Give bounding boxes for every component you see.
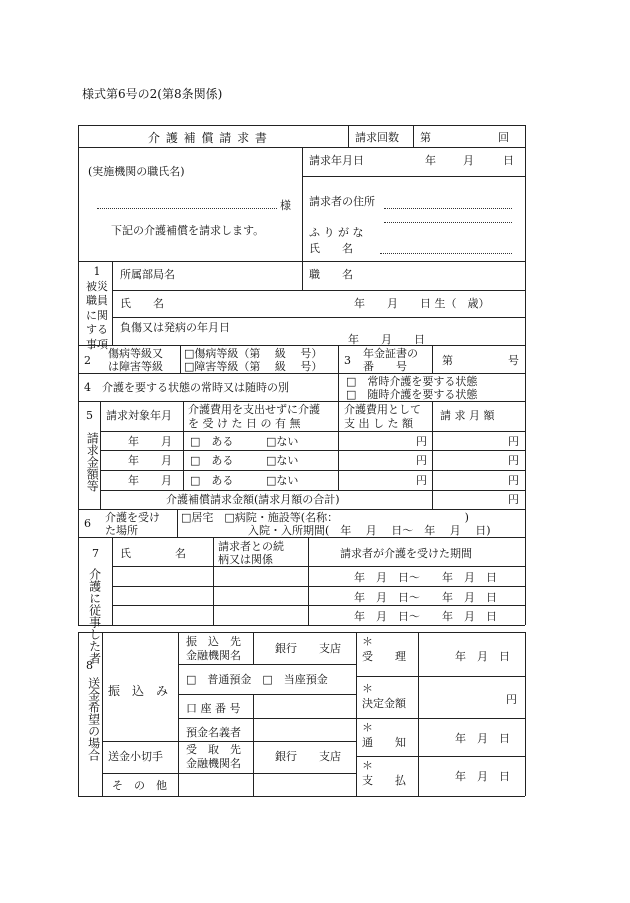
form-text-juri: 受 理 xyxy=(362,650,406,663)
form-rule-line xyxy=(418,632,419,796)
form-text-yokin-type: □ 普通預金 □ 当座預金 xyxy=(186,673,328,686)
form-rule-line xyxy=(112,261,113,345)
form-text-s6-opt-1: □居宅 □病院・施設等(名称： ) xyxy=(181,511,469,524)
form-text-date-short: 年 月 日 xyxy=(455,732,510,745)
form-rule-line xyxy=(308,537,309,625)
form-rule-line xyxy=(302,176,525,177)
form-text-s5-yen: 円 xyxy=(508,435,519,448)
section-4-label: 4 介護を要する状態の常時又は随時の別 xyxy=(84,381,289,394)
form-rule-line xyxy=(213,537,214,625)
form-text-s5-row-nai: □ない xyxy=(266,454,299,467)
form-text-s5-row-aru: □ ある xyxy=(190,435,234,448)
form-text-s5-col4: 請 求 月 額 xyxy=(440,409,495,422)
form-text-s5-row-date: 年 月 xyxy=(128,454,172,467)
form-text-nen: 年 xyxy=(425,154,436,167)
form-rule-line xyxy=(432,345,433,373)
form-rule-line xyxy=(112,566,525,567)
form-rule-line xyxy=(432,401,433,509)
form-text-s5-row-date: 年 月 xyxy=(128,435,172,448)
form-rule-line xyxy=(78,796,525,797)
form-text-s7-col1: 氏 名 xyxy=(120,547,186,560)
section-5-vertical: 請求金額等 xyxy=(85,432,100,492)
form-text-tsuki: 月 xyxy=(463,154,474,167)
form-text-uketori-2: 金融機関名 xyxy=(186,757,241,770)
form-text-s5-col3-1: 介護費用として xyxy=(344,403,421,416)
form-text-s5-yen: 円 xyxy=(508,474,519,487)
seikyu-kaisu-label: 請求回数 xyxy=(355,131,399,144)
form-rule-line xyxy=(525,125,526,625)
seikyusha-jusho-label: 請求者の住所 xyxy=(309,195,375,208)
form-rule-line xyxy=(100,450,525,451)
form-rule-line xyxy=(78,632,79,796)
form-text-s3-go: 号 xyxy=(508,354,519,367)
form-text-hi: 日 xyxy=(503,154,514,167)
form-text-s4-opt-2: □ 随時介護を要する状態 xyxy=(346,388,478,401)
form-text-uketori-1: 受 取 先 xyxy=(186,743,241,756)
form-rule-line xyxy=(78,125,525,126)
form-rule-line xyxy=(177,509,178,537)
form-text-s5-row-aru: □ ある xyxy=(190,474,234,487)
form-text-s2-num: 2 xyxy=(84,354,91,367)
form-text-sama: 様 xyxy=(280,199,291,212)
form-text-kai: 回 xyxy=(498,131,509,144)
form-text-s6-num: 6 xyxy=(84,517,91,530)
form-text-furikomi: 振 込 み xyxy=(108,684,169,698)
form-rule-line xyxy=(348,125,349,147)
form-text-s7-col2-1: 請求者との続 xyxy=(218,540,284,553)
form-text-tsuchi: 通 知 xyxy=(362,736,406,749)
form-text-s4-opt-1: □ 常時介護を要する状態 xyxy=(346,375,478,388)
form-rule-line xyxy=(338,401,339,490)
form-rule-line xyxy=(356,756,525,757)
form-text-s2-opt-1: □傷病等級（第 級 号） xyxy=(184,347,323,360)
form-text-s5-row-nai: □ない xyxy=(266,435,299,448)
form-rule-line xyxy=(178,694,356,695)
form-text-s5-yen: 円 xyxy=(508,454,519,467)
form-rule-line xyxy=(100,431,525,432)
form-rule-line xyxy=(100,490,525,491)
form-rule-line xyxy=(384,222,512,223)
birth-date: 年 月 日 生（ 歳） xyxy=(354,297,490,310)
form-text-date-short: 年 月 日 xyxy=(455,770,510,783)
form-rule-line xyxy=(112,317,525,318)
form-text-shi-mei: 氏 名 xyxy=(120,297,164,310)
form-text-s5-yen: 円 xyxy=(416,454,427,467)
form-rule-line xyxy=(112,290,525,291)
form-text-s2-opt-2: □障害等級（第 級 号） xyxy=(184,360,323,373)
form-text-s7-period: 年 月 日～ 年 月 日 xyxy=(354,591,497,604)
form-text-furikomi-saki-1: 振 込 先 xyxy=(186,635,241,648)
form-text-s7-col2-2: 柄又は関係 xyxy=(218,553,273,566)
form-text-s3-label-2: 番 号 xyxy=(363,360,407,373)
form-text-ginko-shiten: 銀行 支店 xyxy=(275,750,341,763)
form-text-s5-row-date: 年 月 xyxy=(128,474,172,487)
form-rule-line xyxy=(356,718,525,719)
form-text-furikomi-saki-2: 金融機関名 xyxy=(186,649,241,662)
form-rule-line xyxy=(100,401,101,509)
form-rule-line xyxy=(525,632,526,796)
form-rule-line xyxy=(78,632,525,633)
form-rule-line xyxy=(78,125,79,625)
form-text-shoku: 職 名 xyxy=(309,268,353,281)
form-text-shiharai: 支 払 xyxy=(362,774,406,787)
form-text-s3-label-1: 年金証書の xyxy=(363,347,418,360)
form-rule-line xyxy=(112,537,113,625)
form-rule-line xyxy=(78,373,525,374)
form-rule-line xyxy=(102,773,356,774)
form-title: 介 護 補 償 請 求 書 xyxy=(148,131,268,145)
form-rule-line xyxy=(102,741,356,742)
form-text-s5-yen: 円 xyxy=(416,435,427,448)
form-rule-line xyxy=(180,345,181,373)
form-text-furigana: ふ り が な xyxy=(309,226,364,239)
form-text-s5-yen: 円 xyxy=(508,493,519,506)
form-rule-line xyxy=(356,676,525,677)
form-text-s6-opt-2: 入院・入所期間( 年 月 日～ 年 月 日) xyxy=(248,524,491,537)
form-rule-line xyxy=(384,208,512,209)
form-text-s3-dai: 第 xyxy=(442,354,453,367)
form-rule-line xyxy=(78,537,525,538)
form-text-s7-num: 7 xyxy=(92,547,99,560)
form-text-kettei: 決定金額 xyxy=(362,697,406,710)
form-rule-line xyxy=(338,345,339,373)
form-text-s5-col2-2: を 受 け た 日 の 有 無 xyxy=(188,417,301,430)
form-text-s2-label-2: は障害等級 xyxy=(108,360,163,373)
jisshi-kikan-label: (実施機関の職氏名) xyxy=(88,165,185,178)
form-text-ginko-shiten: 銀行 支店 xyxy=(275,642,341,655)
form-rule-line xyxy=(100,470,525,471)
form-rule-line xyxy=(178,632,179,796)
form-text-ast: ＊ xyxy=(362,682,373,695)
form-text-s6-label-2: た場所 xyxy=(105,524,138,537)
form-text-ast: ＊ xyxy=(362,721,373,734)
total-label: 介護補償請求金額(請求月額の合計) xyxy=(166,493,340,506)
form-text-date-short: 年 月 日 xyxy=(455,650,510,663)
form-text-fusho-label: 負傷又は発病の年月日 xyxy=(120,321,230,334)
form-text-kogitte: 送金小切手 xyxy=(108,750,163,763)
form-text-s2-label-1: 傷病等級又 xyxy=(108,347,163,360)
form-rule-line xyxy=(302,261,303,290)
form-rule-line xyxy=(253,632,254,664)
form-text-s5-col1: 請求対象年月 xyxy=(106,409,172,422)
form-text-s7-col3: 請求者が介護を受けた期間 xyxy=(340,547,472,560)
form-text-s5-yen: 円 xyxy=(416,474,427,487)
form-rule-line xyxy=(78,625,525,626)
form-rule-line xyxy=(178,718,356,719)
form-text-s5-col3-2: 支 出 し た 額 xyxy=(344,417,413,430)
form-text-koza: 口 座 番 号 xyxy=(186,702,241,715)
form-rule-line xyxy=(78,345,525,346)
form-rule-line xyxy=(78,401,525,402)
form-text-s7-period: 年 月 日～ 年 月 日 xyxy=(354,610,497,623)
form-text-s5-row-aru: □ ある xyxy=(190,454,234,467)
form-rule-line xyxy=(356,632,357,796)
form-rule-line xyxy=(178,664,356,665)
form-text-sonota: そ の 他 xyxy=(112,779,167,792)
form-rule-line xyxy=(112,605,525,606)
form-rule-line xyxy=(112,586,525,587)
form-text-fusho-date: 年 月 日 xyxy=(348,333,425,346)
form-rule-line xyxy=(253,694,254,796)
form-rule-line xyxy=(102,632,103,796)
form-rule-line xyxy=(78,509,525,510)
kaki-statement: 下記の介護補償を請求します。 xyxy=(111,224,265,237)
form-text-yen: 円 xyxy=(506,693,517,706)
form-rule-line xyxy=(413,125,414,147)
form-text-shimei: 氏 名 xyxy=(309,242,353,255)
form-text-shozoku: 所属部局名 xyxy=(120,268,175,281)
form-rule-line xyxy=(338,373,339,401)
form-rule-line xyxy=(97,208,277,209)
form-text-s5-col2-1: 介護費用を支出せずに介護 xyxy=(188,403,320,416)
form-text-ast: ＊ xyxy=(362,635,373,648)
section-8-vertical: 送金希望の場合 xyxy=(86,677,101,761)
form-text-dai: 第 xyxy=(420,131,431,144)
form-text-s7-period: 年 月 日～ 年 月 日 xyxy=(354,571,497,584)
form-rule-line xyxy=(380,253,512,254)
form-text-s5-row-nai: □ない xyxy=(266,474,299,487)
form-text-s8-num: 8 xyxy=(86,659,93,672)
form-text-meigi: 預金名義者 xyxy=(186,726,241,739)
form-number: 様式第6号の2(第8条関係) xyxy=(82,87,223,101)
form-text-s3-num: 3 xyxy=(344,354,351,367)
seikyu-date-label: 請求年月日 xyxy=(309,154,364,167)
form-rule-line xyxy=(183,401,184,490)
form-text-s5-num: 5 xyxy=(86,409,93,422)
section-7-vertical: 介護に従事した者 xyxy=(87,568,102,664)
form-text-ast: ＊ xyxy=(362,759,373,772)
form-rule-line xyxy=(302,147,303,261)
form-text-s6-label-1: 介護を受け xyxy=(105,511,160,524)
section-1-label: 1 被災 職員 に関 する 事項 xyxy=(86,265,108,351)
